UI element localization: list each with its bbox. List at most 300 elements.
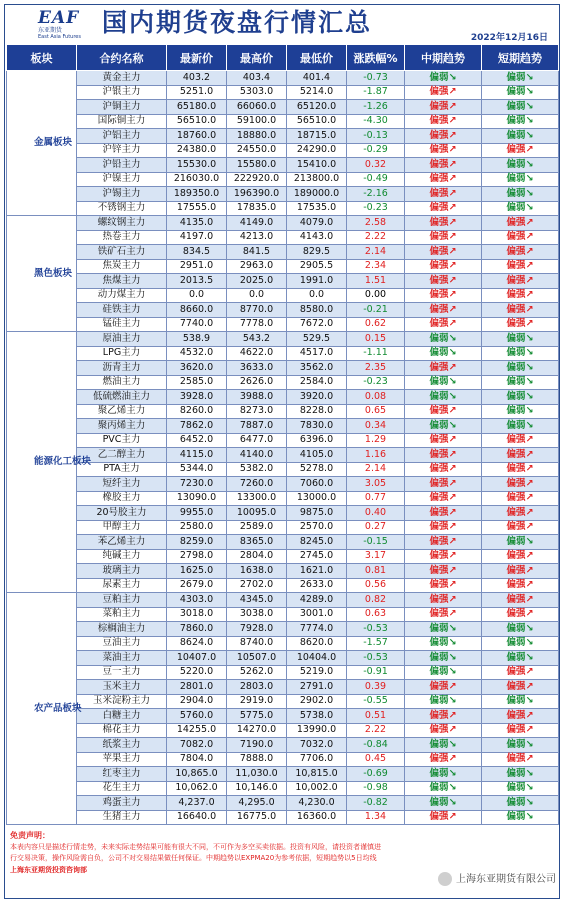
change-pct: 0.15 — [347, 332, 405, 347]
table-row — [7, 71, 559, 86]
high-price: 2702.0 — [227, 578, 287, 593]
last-price: 5344.0 — [167, 462, 227, 477]
high-price: 24550.0 — [227, 143, 287, 158]
high-price: 5303.0 — [227, 85, 287, 100]
mid-trend: 偏强↗ — [405, 259, 482, 274]
low-price: 2905.5 — [287, 259, 347, 274]
short-trend: 偏弱↘ — [482, 622, 559, 637]
last-price: 7230.0 — [167, 477, 227, 492]
logo-mark: EAF — [38, 8, 80, 28]
mid-trend: 偏弱↘ — [405, 694, 482, 709]
low-price: 2902.0 — [287, 694, 347, 709]
change-pct: 0.81 — [347, 564, 405, 579]
change-pct: 0.56 — [347, 578, 405, 593]
table-row — [7, 752, 559, 767]
table-row — [7, 230, 559, 245]
mid-trend: 偏强↗ — [405, 752, 482, 767]
last-price: 17555.0 — [167, 201, 227, 216]
high-price: 8770.0 — [227, 303, 287, 318]
change-pct: -0.73 — [347, 71, 405, 86]
low-price: 8580.0 — [287, 303, 347, 318]
short-trend: 偏弱↘ — [482, 332, 559, 347]
change-pct: 2.22 — [347, 723, 405, 738]
last-price: 216030.0 — [167, 172, 227, 187]
table-row — [7, 274, 559, 289]
change-pct: 2.14 — [347, 245, 405, 260]
mid-trend: 偏弱↘ — [405, 332, 482, 347]
change-pct: -0.69 — [347, 767, 405, 782]
mid-trend: 偏弱↘ — [405, 781, 482, 796]
contract-name: 燃油主力 — [77, 375, 167, 390]
high-price: 10095.0 — [227, 506, 287, 521]
high-price: 8365.0 — [227, 535, 287, 550]
contract-name: 锰硅主力 — [77, 317, 167, 332]
short-trend: 偏弱↘ — [482, 361, 559, 376]
col-header-sector: 板块 — [7, 45, 77, 71]
sector-label: 黑色板块 — [7, 216, 77, 332]
contract-name: 黄金主力 — [77, 71, 167, 86]
table-row — [7, 651, 559, 666]
contract-name: 热卷主力 — [77, 230, 167, 245]
high-price: 16775.0 — [227, 810, 287, 825]
high-price: 2963.0 — [227, 259, 287, 274]
table-row — [7, 433, 559, 448]
last-price: 5251.0 — [167, 85, 227, 100]
low-price: 829.5 — [287, 245, 347, 260]
table-row — [7, 100, 559, 115]
contract-name: 沪锌主力 — [77, 143, 167, 158]
contract-name: 焦炭主力 — [77, 259, 167, 274]
low-price: 5738.0 — [287, 709, 347, 724]
change-pct: -4.30 — [347, 114, 405, 129]
mid-trend: 偏强↗ — [405, 593, 482, 608]
short-trend: 偏强↗ — [482, 680, 559, 695]
table-row — [7, 303, 559, 318]
contract-name: 尿素主力 — [77, 578, 167, 593]
short-trend: 偏弱↘ — [482, 694, 559, 709]
high-price: 4345.0 — [227, 593, 287, 608]
mid-trend: 偏强↗ — [405, 491, 482, 506]
change-pct: 0.82 — [347, 593, 405, 608]
contract-name: 棕榈油主力 — [77, 622, 167, 637]
last-price: 4303.0 — [167, 593, 227, 608]
mid-trend: 偏强↗ — [405, 274, 482, 289]
high-price: 0.0 — [227, 288, 287, 303]
table-row — [7, 796, 559, 811]
last-price: 2801.0 — [167, 680, 227, 695]
mid-trend: 偏强↗ — [405, 709, 482, 724]
table-row — [7, 636, 559, 651]
short-trend: 偏强↗ — [482, 216, 559, 231]
table-row — [7, 767, 559, 782]
last-price: 0.0 — [167, 288, 227, 303]
high-price: 2025.0 — [227, 274, 287, 289]
change-pct: 0.40 — [347, 506, 405, 521]
last-price: 4115.0 — [167, 448, 227, 463]
last-price: 8259.0 — [167, 535, 227, 550]
high-price: 3633.0 — [227, 361, 287, 376]
last-price: 2679.0 — [167, 578, 227, 593]
mid-trend: 偏强↗ — [405, 100, 482, 115]
change-pct: -0.23 — [347, 375, 405, 390]
table-row — [7, 172, 559, 187]
high-price: 7190.0 — [227, 738, 287, 753]
short-trend: 偏强↗ — [482, 564, 559, 579]
table-row — [7, 665, 559, 680]
low-price: 4289.0 — [287, 593, 347, 608]
short-trend: 偏强↗ — [482, 462, 559, 477]
mid-trend: 偏弱↘ — [405, 375, 482, 390]
high-price: 4149.0 — [227, 216, 287, 231]
contract-name: 沪铜主力 — [77, 100, 167, 115]
short-trend: 偏强↗ — [482, 259, 559, 274]
change-pct: 1.16 — [347, 448, 405, 463]
mid-trend: 偏强↗ — [405, 564, 482, 579]
low-price: 2584.0 — [287, 375, 347, 390]
low-price: 9875.0 — [287, 506, 347, 521]
high-price: 7260.0 — [227, 477, 287, 492]
low-price: 7060.0 — [287, 477, 347, 492]
low-price: 7032.0 — [287, 738, 347, 753]
last-price: 10,865.0 — [167, 767, 227, 782]
contract-name: 菜粕主力 — [77, 607, 167, 622]
high-price: 13300.0 — [227, 491, 287, 506]
high-price: 2804.0 — [227, 549, 287, 564]
change-pct: -0.55 — [347, 694, 405, 709]
high-price: 10507.0 — [227, 651, 287, 666]
mid-trend: 偏弱↘ — [405, 636, 482, 651]
high-price: 5262.0 — [227, 665, 287, 680]
col-header-low: 最低价 — [287, 45, 347, 71]
org-name: 上海东亚期货投资咨询部 — [10, 866, 87, 874]
short-trend: 偏弱↘ — [482, 636, 559, 651]
high-price: 2589.0 — [227, 520, 287, 535]
last-price: 2951.0 — [167, 259, 227, 274]
contract-name: 沪铝主力 — [77, 129, 167, 144]
contract-name: 20号胶主力 — [77, 506, 167, 521]
table-row — [7, 317, 559, 332]
mid-trend: 偏强↗ — [405, 549, 482, 564]
high-price: 7887.0 — [227, 419, 287, 434]
low-price: 5214.0 — [287, 85, 347, 100]
mid-trend: 偏弱↘ — [405, 390, 482, 405]
contract-name: 沪铅主力 — [77, 158, 167, 173]
change-pct: -0.29 — [347, 143, 405, 158]
mid-trend: 偏强↗ — [405, 506, 482, 521]
mid-trend: 偏强↗ — [405, 158, 482, 173]
table-row — [7, 680, 559, 695]
mid-trend: 偏强↗ — [405, 535, 482, 550]
high-price: 7928.0 — [227, 622, 287, 637]
low-price: 7774.0 — [287, 622, 347, 637]
contract-name: 豆油主力 — [77, 636, 167, 651]
last-price: 56510.0 — [167, 114, 227, 129]
low-price: 24290.0 — [287, 143, 347, 158]
contract-name: 苹果主力 — [77, 752, 167, 767]
mid-trend: 偏弱↘ — [405, 622, 482, 637]
low-price: 10404.0 — [287, 651, 347, 666]
change-pct: -0.21 — [347, 303, 405, 318]
short-trend: 偏强↗ — [482, 274, 559, 289]
last-price: 4135.0 — [167, 216, 227, 231]
mid-trend: 偏强↗ — [405, 680, 482, 695]
mid-trend: 偏强↗ — [405, 361, 482, 376]
mid-trend: 偏强↗ — [405, 607, 482, 622]
contract-name: LPG主力 — [77, 346, 167, 361]
short-trend: 偏强↗ — [482, 607, 559, 622]
last-price: 7082.0 — [167, 738, 227, 753]
high-price: 7778.0 — [227, 317, 287, 332]
contract-name: 螺纹钢主力 — [77, 216, 167, 231]
low-price: 65120.0 — [287, 100, 347, 115]
high-price: 18880.0 — [227, 129, 287, 144]
high-price: 196390.0 — [227, 187, 287, 202]
change-pct: 0.08 — [347, 390, 405, 405]
change-pct: 2.22 — [347, 230, 405, 245]
mid-trend: 偏强↗ — [405, 520, 482, 535]
last-price: 3620.0 — [167, 361, 227, 376]
wechat-icon — [438, 872, 452, 886]
last-price: 2580.0 — [167, 520, 227, 535]
logo-cn-text: 东亚期货 — [38, 27, 63, 34]
high-price: 15580.0 — [227, 158, 287, 173]
contract-name: 国际铜主力 — [77, 114, 167, 129]
low-price: 4143.0 — [287, 230, 347, 245]
table-row — [7, 694, 559, 709]
short-trend: 偏弱↘ — [482, 158, 559, 173]
change-pct: 1.51 — [347, 274, 405, 289]
change-pct: 0.27 — [347, 520, 405, 535]
col-header-contract: 合约名称 — [77, 45, 167, 71]
short-trend: 偏弱↘ — [482, 172, 559, 187]
contract-name: 橡胶主力 — [77, 491, 167, 506]
change-pct: -1.87 — [347, 85, 405, 100]
mid-trend: 偏弱↘ — [405, 665, 482, 680]
low-price: 7706.0 — [287, 752, 347, 767]
short-trend: 偏强↗ — [482, 506, 559, 521]
low-price: 3920.0 — [287, 390, 347, 405]
short-trend: 偏弱↘ — [482, 85, 559, 100]
short-trend: 偏强↗ — [482, 723, 559, 738]
table-row — [7, 187, 559, 202]
last-price: 18760.0 — [167, 129, 227, 144]
low-price: 7830.0 — [287, 419, 347, 434]
table-row — [7, 491, 559, 506]
last-price: 2013.5 — [167, 274, 227, 289]
change-pct: -0.84 — [347, 738, 405, 753]
mid-trend: 偏强↗ — [405, 230, 482, 245]
table-row — [7, 158, 559, 173]
short-trend: 偏强↗ — [482, 665, 559, 680]
low-price: 6396.0 — [287, 433, 347, 448]
change-pct: -0.49 — [347, 172, 405, 187]
high-price: 66060.0 — [227, 100, 287, 115]
short-trend: 偏强↗ — [482, 303, 559, 318]
high-price: 14270.0 — [227, 723, 287, 738]
low-price: 5278.0 — [287, 462, 347, 477]
low-price: 1991.0 — [287, 274, 347, 289]
change-pct: -1.26 — [347, 100, 405, 115]
last-price: 3928.0 — [167, 390, 227, 405]
short-trend: 偏强↗ — [482, 245, 559, 260]
table-row — [7, 114, 559, 129]
low-price: 13000.0 — [287, 491, 347, 506]
contract-name: 鸡蛋主力 — [77, 796, 167, 811]
short-trend: 偏弱↘ — [482, 810, 559, 825]
low-price: 8228.0 — [287, 404, 347, 419]
contract-name: 豆一主力 — [77, 665, 167, 680]
table-row — [7, 288, 559, 303]
last-price: 2798.0 — [167, 549, 227, 564]
low-price: 4517.0 — [287, 346, 347, 361]
col-header-last: 最新价 — [167, 45, 227, 71]
mid-trend: 偏强↗ — [405, 114, 482, 129]
mid-trend: 偏强↗ — [405, 143, 482, 158]
last-price: 14255.0 — [167, 723, 227, 738]
high-price: 2626.0 — [227, 375, 287, 390]
header — [6, 6, 558, 42]
last-price: 1625.0 — [167, 564, 227, 579]
table-row — [7, 723, 559, 738]
table-row — [7, 810, 559, 825]
low-price: 8620.0 — [287, 636, 347, 651]
mid-trend: 偏弱↘ — [405, 738, 482, 753]
last-price: 2904.0 — [167, 694, 227, 709]
table-row — [7, 738, 559, 753]
table-row — [7, 390, 559, 405]
col-header-high: 最高价 — [227, 45, 287, 71]
low-price: 4105.0 — [287, 448, 347, 463]
contract-name: 原油主力 — [77, 332, 167, 347]
last-price: 7740.0 — [167, 317, 227, 332]
high-price: 10,146.0 — [227, 781, 287, 796]
mid-trend: 偏强↗ — [405, 477, 482, 492]
last-price: 4,237.0 — [167, 796, 227, 811]
high-price: 5775.0 — [227, 709, 287, 724]
last-price: 7862.0 — [167, 419, 227, 434]
contract-name: 焦煤主力 — [77, 274, 167, 289]
short-trend: 偏强↗ — [482, 230, 559, 245]
disclaimer-line-1: 本表内容只是描述行情走势，未来实际走势结果可能有很大不同，不可作为多空买卖依据。投资有风险，请投资者谨慎进 — [10, 843, 381, 851]
contract-name: 不锈钢主力 — [77, 201, 167, 216]
high-price: 543.2 — [227, 332, 287, 347]
mid-trend: 偏弱↘ — [405, 71, 482, 86]
change-pct: 0.45 — [347, 752, 405, 767]
mid-trend: 偏强↗ — [405, 723, 482, 738]
contract-name: 聚丙烯主力 — [77, 419, 167, 434]
short-trend: 偏弱↘ — [482, 71, 559, 86]
contract-name: 菜油主力 — [77, 651, 167, 666]
mid-trend: 偏强↗ — [405, 172, 482, 187]
low-price: 10,002.0 — [287, 781, 347, 796]
mid-trend: 偏强↗ — [405, 85, 482, 100]
high-price: 2919.0 — [227, 694, 287, 709]
short-trend: 偏强↗ — [482, 317, 559, 332]
contract-name: 甲醇主力 — [77, 520, 167, 535]
contract-name: 玻璃主力 — [77, 564, 167, 579]
mid-trend: 偏强↗ — [405, 187, 482, 202]
last-price: 7804.0 — [167, 752, 227, 767]
short-trend: 偏强↗ — [482, 593, 559, 608]
mid-trend: 偏强↗ — [405, 578, 482, 593]
high-price: 841.5 — [227, 245, 287, 260]
table-row — [7, 781, 559, 796]
last-price: 189350.0 — [167, 187, 227, 202]
last-price: 8260.0 — [167, 404, 227, 419]
short-trend: 偏弱↘ — [482, 129, 559, 144]
last-price: 9955.0 — [167, 506, 227, 521]
last-price: 6452.0 — [167, 433, 227, 448]
table-row — [7, 622, 559, 637]
low-price: 5219.0 — [287, 665, 347, 680]
low-price: 16360.0 — [287, 810, 347, 825]
mid-trend: 偏强↗ — [405, 216, 482, 231]
last-price: 4532.0 — [167, 346, 227, 361]
table-row — [7, 361, 559, 376]
contract-name: 动力煤主力 — [77, 288, 167, 303]
mid-trend: 偏强↗ — [405, 448, 482, 463]
mid-trend: 偏强↗ — [405, 810, 482, 825]
short-trend: 偏弱↘ — [482, 390, 559, 405]
mid-trend: 偏强↗ — [405, 129, 482, 144]
short-trend: 偏弱↘ — [482, 419, 559, 434]
last-price: 8624.0 — [167, 636, 227, 651]
table-row — [7, 593, 559, 608]
short-trend: 偏强↗ — [482, 578, 559, 593]
high-price: 4140.0 — [227, 448, 287, 463]
change-pct: -1.11 — [347, 346, 405, 361]
change-pct: 1.34 — [347, 810, 405, 825]
contract-name: 花生主力 — [77, 781, 167, 796]
high-price: 7888.0 — [227, 752, 287, 767]
contract-name: 纸浆主力 — [77, 738, 167, 753]
low-price: 0.0 — [287, 288, 347, 303]
change-pct: -0.15 — [347, 535, 405, 550]
contract-name: 沪银主力 — [77, 85, 167, 100]
high-price: 8740.0 — [227, 636, 287, 651]
change-pct: 0.63 — [347, 607, 405, 622]
table-row — [7, 564, 559, 579]
contract-name: 玉米主力 — [77, 680, 167, 695]
high-price: 17835.0 — [227, 201, 287, 216]
page-title: 国内期货夜盘行情汇总 — [102, 8, 373, 37]
last-price: 7860.0 — [167, 622, 227, 637]
low-price: 18715.0 — [287, 129, 347, 144]
change-pct: 0.00 — [347, 288, 405, 303]
low-price: 529.5 — [287, 332, 347, 347]
change-pct: 0.77 — [347, 491, 405, 506]
low-price: 2633.0 — [287, 578, 347, 593]
contract-name: 低硫燃油主力 — [77, 390, 167, 405]
change-pct: 0.51 — [347, 709, 405, 724]
change-pct: 0.65 — [347, 404, 405, 419]
change-pct: 3.17 — [347, 549, 405, 564]
table-header-row — [7, 45, 559, 71]
table-row — [7, 332, 559, 347]
contract-name: 生猪主力 — [77, 810, 167, 825]
low-price: 17535.0 — [287, 201, 347, 216]
change-pct: -0.82 — [347, 796, 405, 811]
table-row — [7, 709, 559, 724]
contract-name: 铁矿石主力 — [77, 245, 167, 260]
table-row — [7, 85, 559, 100]
last-price: 4197.0 — [167, 230, 227, 245]
mid-trend: 偏强↗ — [405, 245, 482, 260]
high-price: 2803.0 — [227, 680, 287, 695]
short-trend: 偏弱↘ — [482, 201, 559, 216]
low-price: 2791.0 — [287, 680, 347, 695]
high-price: 11,030.0 — [227, 767, 287, 782]
